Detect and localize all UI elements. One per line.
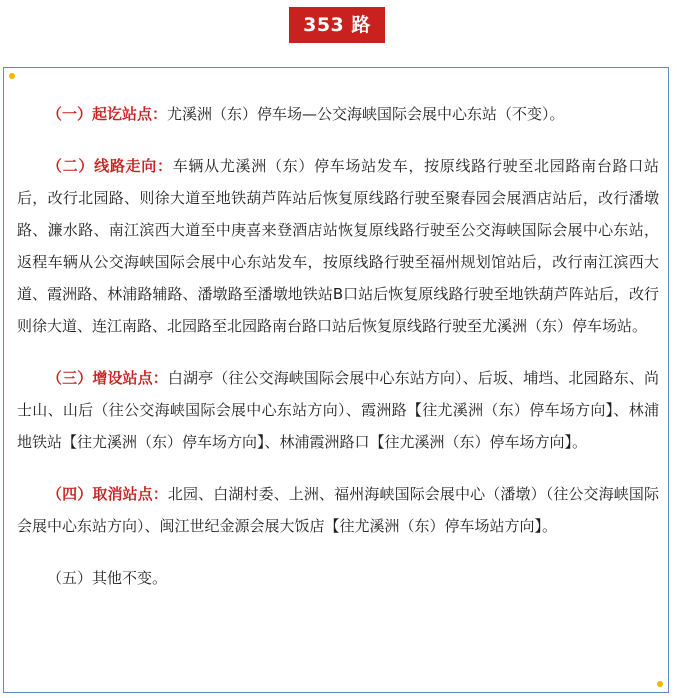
section-added-stops bbox=[17, 362, 659, 458]
section-label: （三）增设站点： bbox=[47, 369, 168, 387]
corner-dot-icon bbox=[657, 681, 663, 687]
route-title-badge: 353 路 bbox=[289, 7, 385, 43]
notice-content bbox=[17, 98, 659, 594]
section-route bbox=[17, 150, 659, 342]
section-text: 白湖亭（往公交海峡国际会展中心东站方向）、后坂、埔垱、北园路东、尚士山、山后（往公交海峡国际会展中心东站方向）、霞洲路【往尤溪洲（东）停车场方向】、林浦地铁站【往尤溪洲（东）停车场方向】、林浦霞洲路口【往尤溪洲（东）停车场方向】。 bbox=[17, 369, 659, 451]
section-text: 车辆从尤溪洲（东）停车场站发车，按原线路行驶至北园路南台路口站后，改行北园路、则徐大道至地铁葫芦阵站后恢复原线路行驶至聚春园会展酒店站后，改行潘墩路、濂水路、南江滨西大道至中庚喜来登酒店站恢复原线路行驶至公交海峡国际会展中心东站，返程车辆从公交海峡国际会展中心东站发车，按原线路行驶至福州规划馆站后，改行南江滨西大道、霞洲路、林浦路辅路、潘墩路至潘墩地铁站B口站后恢复原线路行驶至地铁葫芦阵站后，改行则徐大道、连江南路、北园路至北园路南台路口站后恢复原线路行驶至尤溪洲（东）停车场站。 bbox=[17, 157, 659, 335]
section-text: 北园、白湖村委、上洲、福州海峡国际会展中心（潘墩）（往公交海峡国际会展中心东站方向）、闽江世纪金源会展大饭店【往尤溪洲（东）停车场站方向】。 bbox=[17, 485, 659, 535]
section-label: （四）取消站点： bbox=[47, 485, 168, 503]
section-label: （一）起讫站点： bbox=[47, 105, 168, 123]
section-label: （二）线路走向： bbox=[47, 157, 173, 175]
notice-box bbox=[3, 67, 669, 693]
corner-dot-icon bbox=[9, 73, 15, 79]
section-endpoints bbox=[17, 98, 659, 130]
section-text: （五）其他不变。 bbox=[47, 569, 168, 587]
section-other bbox=[17, 562, 659, 594]
section-removed-stops bbox=[17, 478, 659, 542]
section-text: 尤溪洲（东）停车场—公交海峡国际会展中心东站（不变）。 bbox=[167, 105, 565, 123]
